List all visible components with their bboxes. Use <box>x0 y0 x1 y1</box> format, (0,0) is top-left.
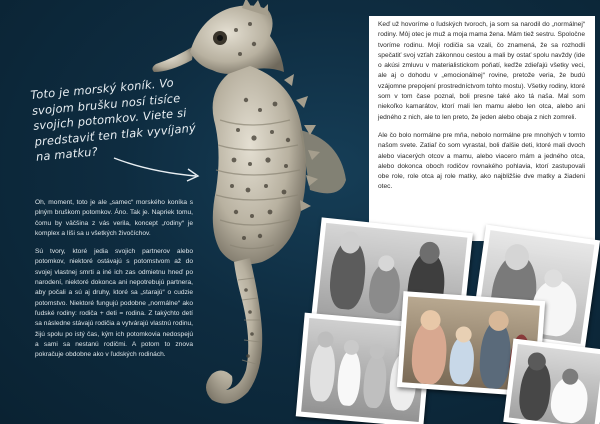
left-paragraph: Sú tvory, ktoré jedia svojich partnerov alebo potomkov, niektoré ostávajú s potomstvom až do svojej vlastnej smrti a iné ich zas odmietnu hneď po narodení, niektoré dokonca ani nepotrebujú partnera, aby počali a sú aj druhy, ktoré sa „starajú“ o cudzie potomstvo. Niektoré fungujú podobne „normálne“ ako ľudské rodiny: rodiča + deti = rodina. Z takýchto detí sa následne stávajú rodičia a vytvárajú vlastnú rodinu, žijú spolu po istý čas, kým ich potomkovia nedospejú a sami sa nestanú rodičmi. A potom to znova pokračuje obdobne ako v ľudských rodinách. <box>35 248 193 359</box>
handwritten-caption: Toto je morský koník. Vo svojom brušku nosí tisíce svojich potomkov. Viete si predstaviť ten tlak vyvíjaný na matku? <box>29 75 197 164</box>
arrow-icon <box>110 150 205 185</box>
family-photo <box>503 338 600 424</box>
left-body-text <box>35 198 193 368</box>
right-paragraph: Ale čo bolo normálne pre mňa, nebolo normálne pre mnohých v tomto našom svete. Zatiaľ čo som vyrastal, boli ďalšie deti, ktoré mali dvoch alebo viacerých otcov a mamu, alebo viacero mám a jedného otca, alebo dokonca oboch rodičov rovnakého pohlavia, ktorí zastupovali obe role, role otca aj role matky, ako najbližšie dve matky a žiadeni otec. <box>378 131 585 191</box>
right-paragraph: Keď už hovoríme o ľudských tvoroch, ja som sa narodil do „normálnej“ rodiny. Môj otec je muž a moja mama žena. Mám tiež sestru. Spoločne tvoríme rodinu. Moji rodičia sa vzali, čo znamená, že sa rozhodli spečatiť svoj vzťah zákonnou cestou a mali by ostať spolu navždy (ide o akúsi zmluvu v materialistickom poňatí, keďže zdieľajú všetky veci, ale aj o dohodu v „emocionálnej“ rovine, pretože veria, že budú vzájomne prepojení prostredníctvom tohto mostu). Všetky rodiny, ktoré som v tom čase poznal, boli presne také ako tá naša. Mal som niekoľko kamarátov, ktorí mali len mamu alebo len otca, alebo ani jedného z nich, ale to len preto, že jeden alebo obaja z nich zomreli. <box>378 21 585 121</box>
right-body-text <box>378 20 585 201</box>
left-paragraph: Oh, moment, toto je ale „samec“ morského koníka s plným bruškom potomkov. Áno. Tak je. Napriek tomu, čomu by väčšina z vás verila, koncept „rodiny“ je komplex a líši sa u všetkých živočíchov. <box>35 199 193 237</box>
